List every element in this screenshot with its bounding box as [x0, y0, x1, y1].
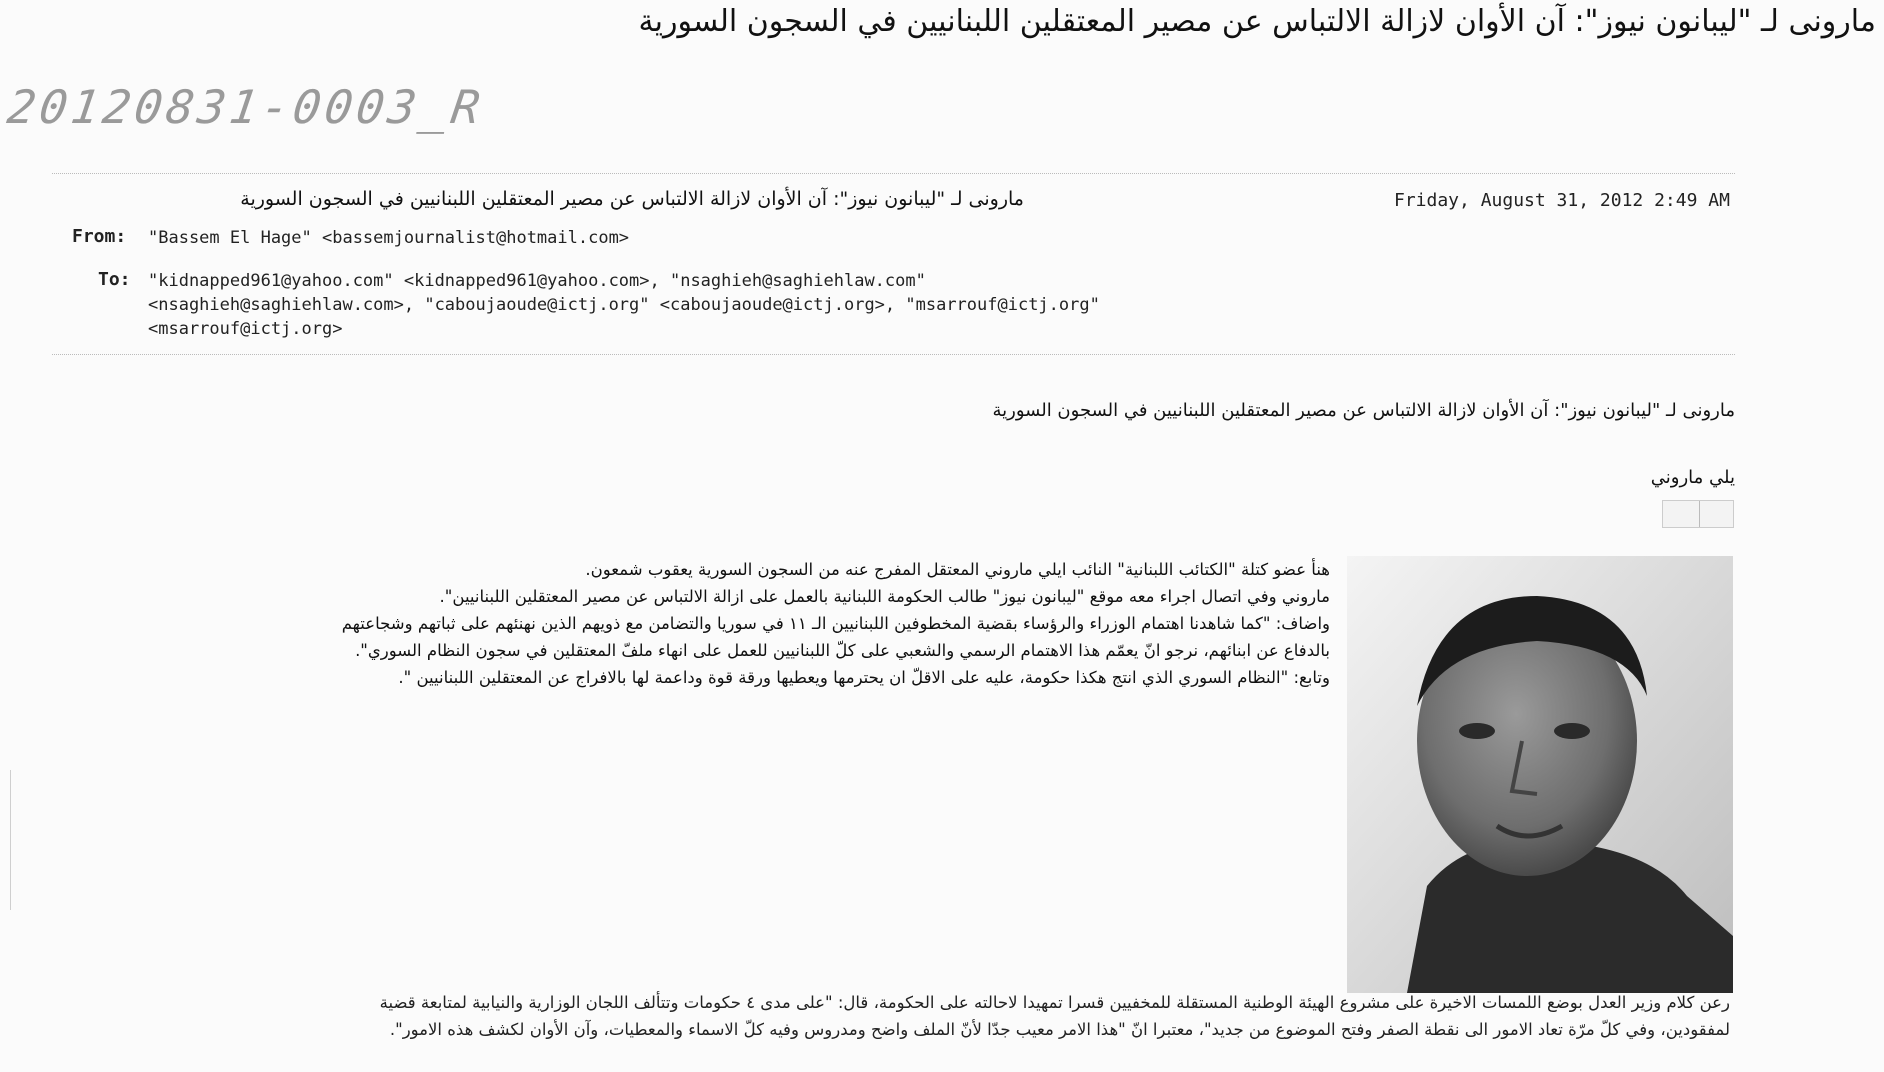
article-continuation — [70, 989, 1730, 1043]
email-header — [52, 173, 1735, 355]
portrait-graphic — [1347, 556, 1733, 993]
to-line: <msarrouf@ictj.org> — [148, 319, 343, 339]
from-label: From: — [72, 226, 127, 247]
article-paragraph: واضاف: "كما شاهدنا اهتمام الوزراء والرؤساء بقضية المخطوفين اللبنانيين الـ ١١ في سوريا والتضامن مع ذويهم الذين نهنئهم على ثباتهم وشجاعتهم — [341, 614, 1330, 633]
article-line: رعن كلام وزير العدل بوضع اللمسات الاخيرة على مشروع الهيئة الوطنية المستقلة للمخفيين قسرا تمهيدا لاحالته على الحكومة، قال: "على مدى ٤ حكومات وتتألف اللجان الوزارية والنيابية لمتابعة قضية — [379, 993, 1730, 1012]
email-subject: مارونى لـ "ليبانون نيوز": آن الأوان لازالة الالتباس عن مصير المعتقلين اللبنانيين في السجون السورية — [240, 188, 1024, 210]
article-paragraph: بالدفاع عن ابنائهم، نرجو انّ يعمّم هذا الاهتمام الرسمي والشعبي على كلّ اللبنانيين للعمل على انهاء ملفّ المعتقلين في سجون النظام السوري". — [355, 641, 1330, 660]
from-address: "Bassem El Hage" <bassemjournalist@hotmail.com> — [148, 228, 630, 248]
article-line: لمفقودين، وفي كلّ مرّة تعاد الامور الى نقطة الصفر وفتح الموضوع من جديد"، معتبرا انّ "هذا الامر معيب جدّا لأنّ الملف واضح ومدروس وفيه كلّ الاسماء والمعطيات، وآن الأوان لكشف هذه الامور". — [389, 1020, 1730, 1039]
broken-image-placeholder — [1662, 500, 1734, 528]
to-recipients — [148, 269, 1100, 341]
from-value — [148, 226, 629, 250]
handwritten-reference: 20120831-0003_R — [4, 80, 488, 134]
article-paragraph: ماروني وفي اتصال اجراء معه موقع "ليبانون نيوز" طالب الحكومة اللبنانية بالعمل على ازالة الالتباس عن مصير المعتقلين اللبنانيين". — [439, 587, 1330, 606]
article-byline: يلي ماروني — [1650, 467, 1735, 488]
to-line: "kidnapped961@yahoo.com" <kidnapped961@yahoo.com>, "nsaghieh@saghiehlaw.com" — [148, 271, 926, 291]
scan-fold-line — [10, 770, 11, 910]
article-body — [90, 556, 1330, 691]
to-line: <nsaghieh@saghiehlaw.com>, "caboujaoude@ictj.org" <caboujaoude@ictj.org>, "msarrouf@ictj.org" — [148, 295, 1100, 315]
portrait-photo — [1347, 556, 1733, 993]
to-label: To: — [98, 269, 131, 290]
article-title: مارونى لـ "ليبانون نيوز": آن الأوان لازالة الالتباس عن مصير المعتقلين اللبنانيين في السجون السورية — [992, 400, 1735, 421]
email-date: Friday, August 31, 2012 2:49 AM — [1394, 190, 1730, 211]
article-paragraph: وتابع: "النظام السوري الذي انتج هكذا حكومة، عليه على الاقلّ ان يحترمها ويعطيها ورقة قوة وداعمة لها بالافراج عن المعتقلين اللبنانيين ". — [398, 668, 1330, 687]
page-title: مارونى لـ "ليبانون نيوز": آن الأوان لازالة الالتباس عن مصير المعتقلين اللبنانيين في السجون السورية — [638, 4, 1876, 39]
article-paragraph: هنأ عضو كتلة "الكتائب اللبنانية" النائب ايلي ماروني المعتقل المفرج عنه من السجون السورية يعقوب شمعون. — [585, 560, 1330, 579]
